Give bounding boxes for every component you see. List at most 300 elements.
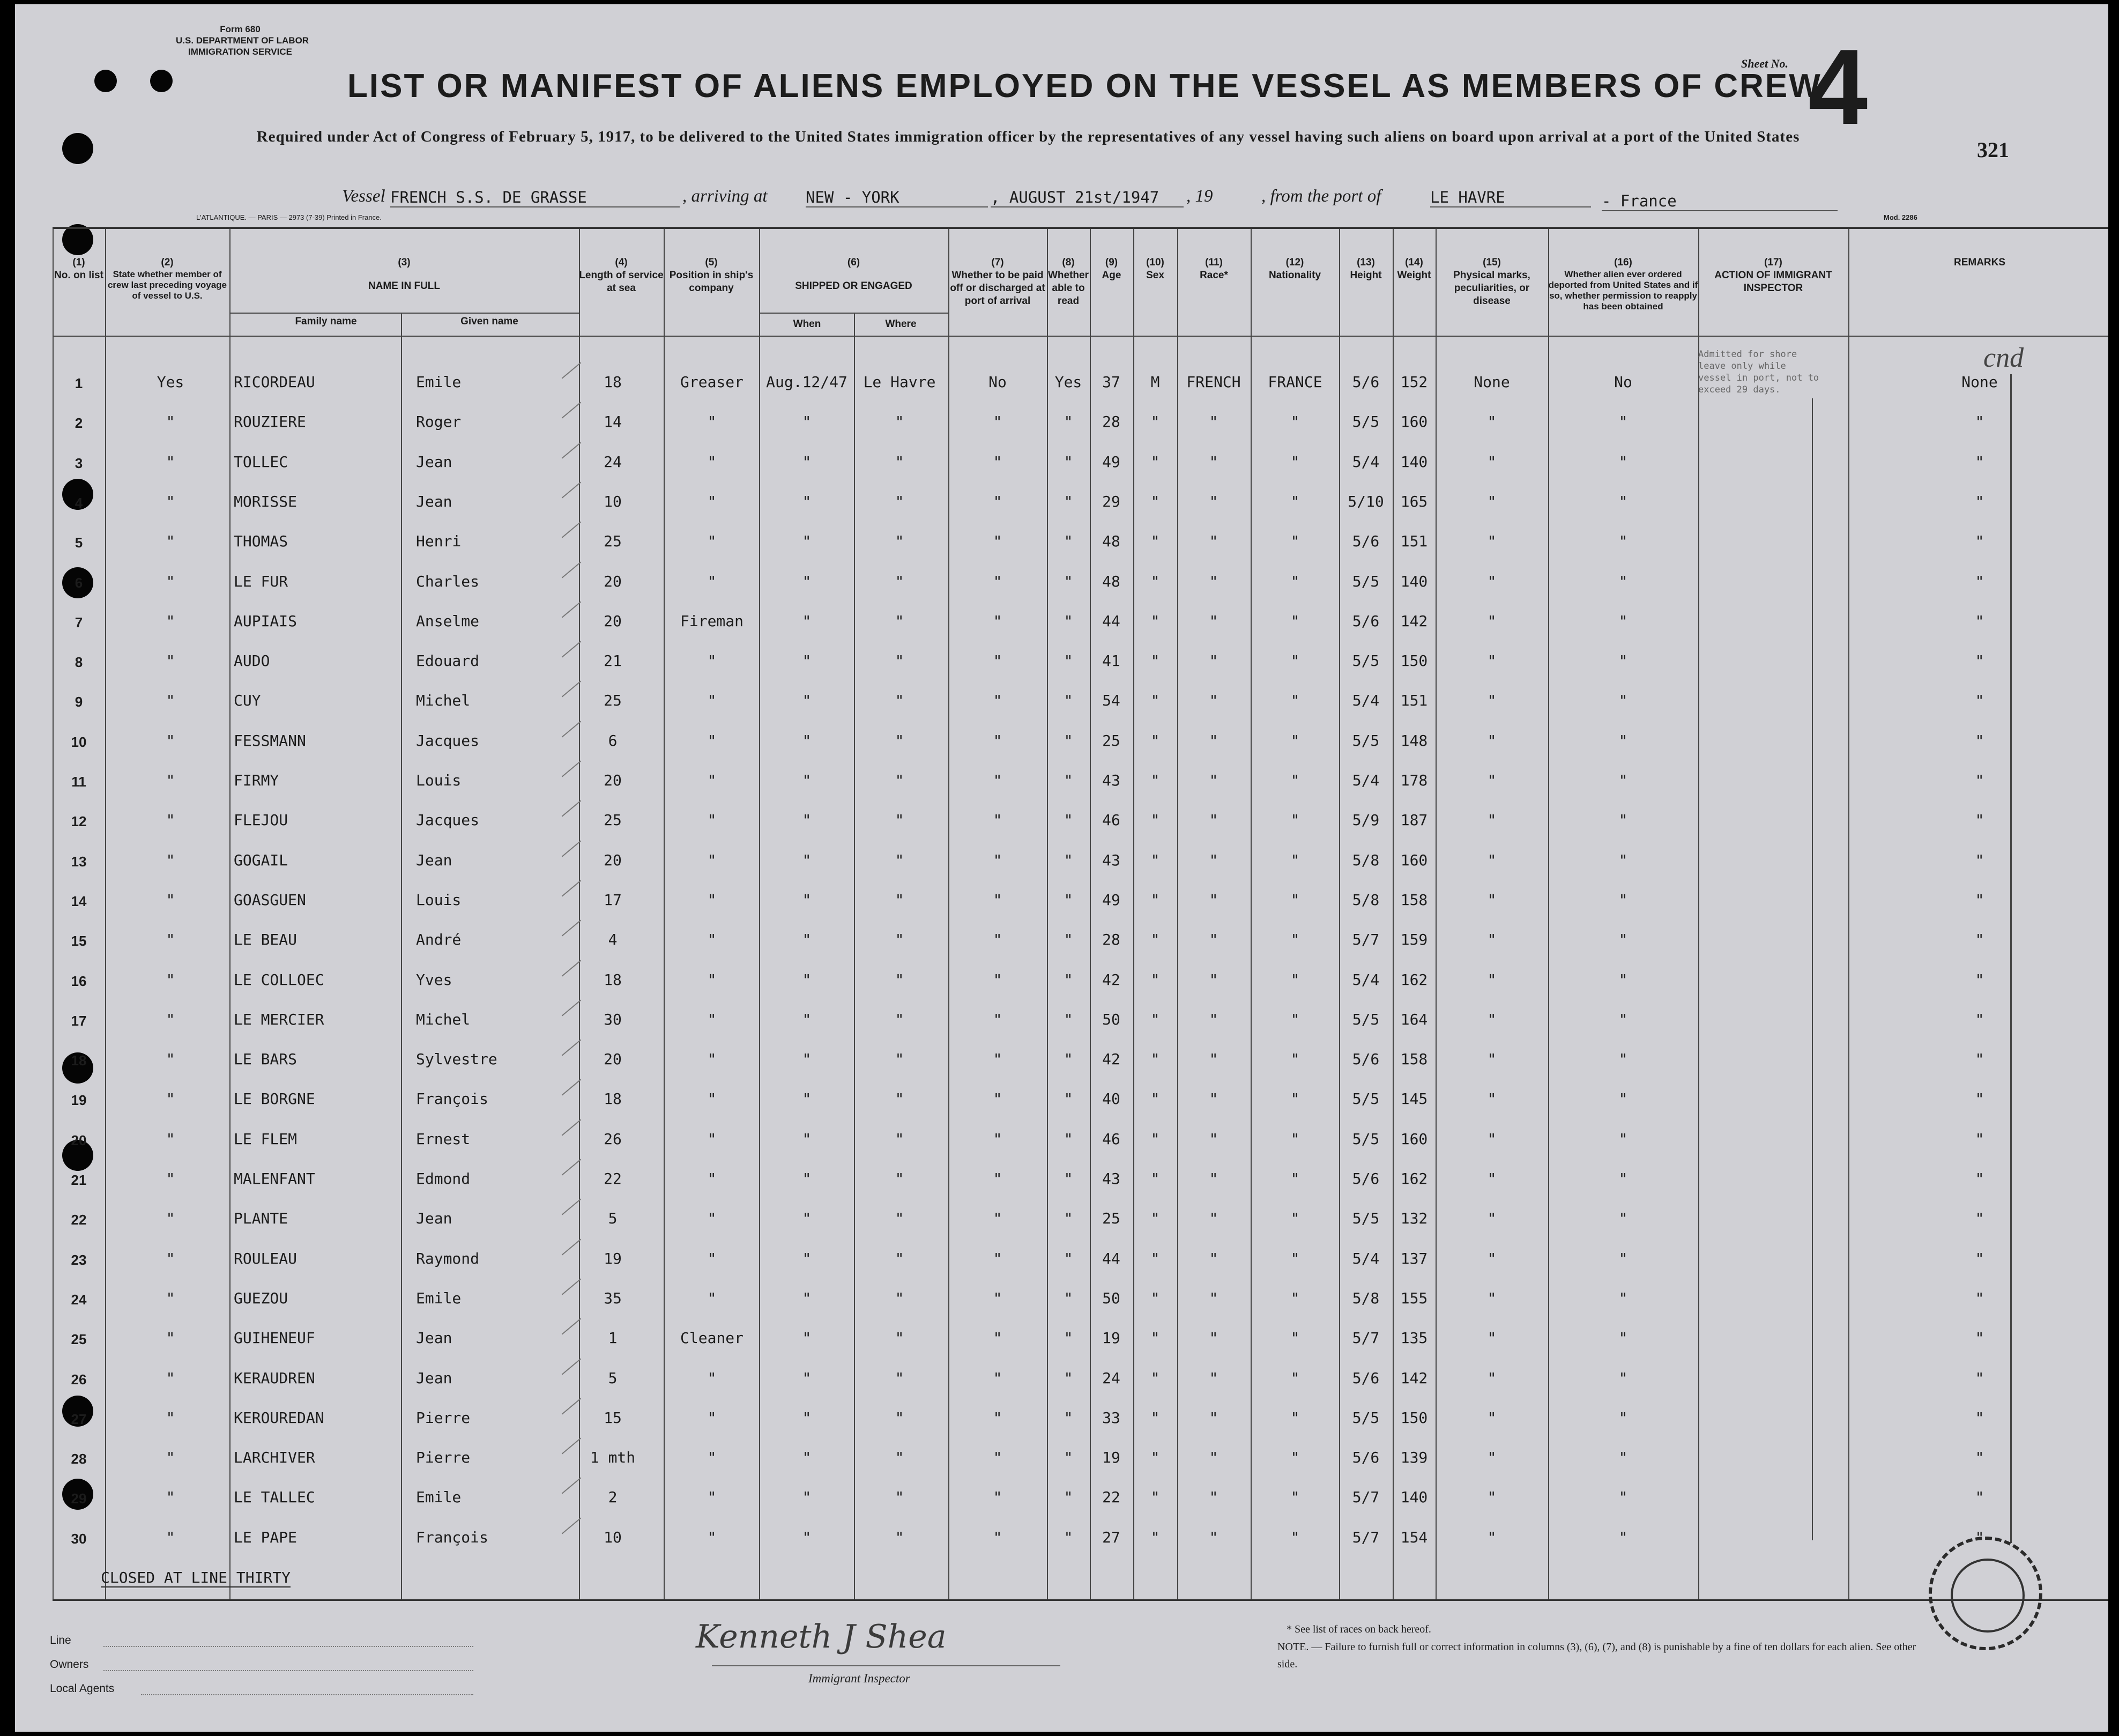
cell-height: 5/4 — [1352, 970, 1380, 989]
sub-column-line — [401, 313, 402, 1599]
cell-age: 50 — [1102, 1289, 1120, 1307]
service: IMMIGRATION SERVICE — [188, 47, 292, 57]
cell-position: " — [707, 1210, 717, 1228]
cell-sex: " — [1150, 731, 1160, 750]
column-line — [1848, 229, 1849, 1599]
cell-where: " — [895, 1010, 904, 1028]
cell-remarks: " — [1975, 970, 1984, 989]
cell-family: LE FLEM — [234, 1130, 298, 1148]
cell-nat: " — [1290, 731, 1300, 750]
cell-family: AUDO — [234, 652, 270, 670]
column-label: Sex — [1146, 270, 1164, 281]
cell-when: " — [802, 1170, 812, 1188]
cell-weight: 158 — [1400, 1050, 1428, 1069]
year-label: , 19 — [1186, 187, 1213, 206]
cell-height: 5/7 — [1352, 1528, 1380, 1546]
cell-given: Pierre — [416, 1408, 471, 1427]
cell-paid: " — [993, 931, 1002, 949]
cell-nat: " — [1290, 1449, 1300, 1467]
cell-read: " — [1064, 891, 1073, 909]
official-stamp — [1929, 1537, 2042, 1650]
cell-height: 5/8 — [1352, 891, 1380, 909]
form-info — [176, 24, 309, 57]
column-label: Age — [1102, 270, 1121, 281]
cell-prev: " — [166, 1289, 175, 1307]
cell-read: " — [1064, 731, 1073, 750]
cell-race: FRENCH — [1186, 373, 1241, 391]
cell-given: Henri — [416, 532, 462, 551]
cell-marks: " — [1487, 1488, 1497, 1507]
cell-weight: 142 — [1400, 612, 1428, 630]
cell-read: " — [1064, 1050, 1073, 1069]
row-number: 16 — [71, 973, 87, 989]
cell-age: 29 — [1102, 492, 1120, 510]
cell-family: TOLLEC — [234, 452, 288, 471]
cell-service: 5 — [608, 1210, 618, 1228]
cell-service: 19 — [604, 1249, 622, 1267]
check-mark — [562, 1040, 582, 1056]
cell-when: " — [802, 891, 812, 909]
cell-weight: 150 — [1400, 1408, 1428, 1427]
cell-where: " — [895, 1528, 904, 1546]
cell-given: François — [416, 1090, 488, 1108]
cell-sex: " — [1150, 1289, 1160, 1307]
column-number: (10) — [1146, 257, 1164, 268]
agents-field — [141, 1694, 473, 1695]
check-mark — [562, 960, 582, 976]
cell-prev: " — [166, 931, 175, 949]
row-number: 25 — [71, 1331, 87, 1348]
column-line — [579, 229, 580, 1599]
cell-deported: " — [1618, 1090, 1628, 1108]
cell-nat: " — [1290, 1249, 1300, 1267]
inspector-signature: Kenneth J Shea — [696, 1618, 947, 1656]
column-header-2 — [105, 256, 229, 301]
cell-where: " — [895, 851, 904, 869]
cell-family: ROUZIERE — [234, 413, 306, 431]
cell-deported: " — [1618, 532, 1628, 551]
row-number: 6 — [75, 574, 83, 591]
cell-nat: " — [1290, 1090, 1300, 1108]
column-label: Race* — [1200, 270, 1228, 281]
row-number: 7 — [75, 614, 83, 630]
cell-age: 40 — [1102, 1090, 1120, 1108]
where-header: Where — [885, 318, 917, 330]
cell-prev: " — [166, 692, 175, 710]
row-number: 5 — [75, 535, 83, 551]
cell-remarks: " — [1975, 1289, 1984, 1307]
cell-prev: " — [166, 413, 175, 431]
check-mark — [562, 999, 582, 1016]
cell-marks: " — [1487, 1329, 1497, 1347]
cell-read: " — [1064, 1528, 1073, 1546]
cell-height: 5/6 — [1352, 1170, 1380, 1188]
cell-given: Michel — [416, 1010, 471, 1028]
row-number: 11 — [71, 774, 86, 790]
check-mark — [562, 1079, 582, 1096]
cell-race: " — [1209, 413, 1218, 431]
cell-prev: " — [166, 1249, 175, 1267]
cell-nat: " — [1290, 1170, 1300, 1188]
cell-when: " — [802, 652, 812, 670]
cell-where: Le Havre — [863, 373, 936, 391]
cell-nat: " — [1290, 771, 1300, 789]
cell-remarks: " — [1975, 1249, 1984, 1267]
cell-marks: " — [1487, 1050, 1497, 1069]
cell-age: 22 — [1102, 1488, 1120, 1507]
cell-position: " — [707, 851, 717, 869]
row-number: 20 — [71, 1132, 87, 1148]
cell-service: 20 — [604, 771, 622, 789]
cell-where: " — [895, 652, 904, 670]
cell-age: 43 — [1102, 771, 1120, 789]
cell-position: Cleaner — [680, 1329, 744, 1347]
cell-position: " — [707, 1289, 717, 1307]
cell-sex: " — [1150, 1210, 1160, 1228]
cell-race: " — [1209, 1170, 1218, 1188]
cell-sex: " — [1150, 1010, 1160, 1028]
cell-sex: " — [1150, 931, 1160, 949]
row-number: 3 — [75, 455, 83, 471]
cell-when: " — [802, 1010, 812, 1028]
cell-family: AUPIAIS — [234, 612, 298, 630]
cell-service: 25 — [604, 811, 622, 829]
cell-read: " — [1064, 931, 1073, 949]
cell-remarks: " — [1975, 771, 1984, 789]
cell-position: Fireman — [680, 612, 744, 630]
arrival-date: , AUGUST 21st/1947 — [991, 188, 1184, 207]
check-mark — [562, 601, 582, 618]
cell-when: " — [802, 931, 812, 949]
column-number: (13) — [1357, 257, 1375, 268]
cell-service: 24 — [604, 452, 622, 471]
cell-position: " — [707, 771, 717, 789]
cell-read: " — [1064, 771, 1073, 789]
cell-nat: FRANCE — [1268, 373, 1322, 391]
cell-family: LE BARS — [234, 1050, 298, 1069]
cell-paid: " — [993, 771, 1002, 789]
cell-age: 37 — [1102, 373, 1120, 391]
column-label: Length of service at sea — [579, 270, 664, 294]
cell-age: 49 — [1102, 891, 1120, 909]
cell-age: 24 — [1102, 1369, 1120, 1387]
cell-paid: " — [993, 1408, 1002, 1427]
cell-sex: " — [1150, 1170, 1160, 1188]
column-label: Weight — [1397, 270, 1431, 281]
cell-family: KERAUDREN — [234, 1369, 315, 1387]
cell-service: 1 — [608, 1329, 618, 1347]
cell-age: 28 — [1102, 931, 1120, 949]
cell-family: FLEJOU — [234, 811, 288, 829]
row-number: 19 — [71, 1092, 87, 1109]
cell-where: " — [895, 1210, 904, 1228]
cell-prev: " — [166, 1010, 175, 1028]
cell-given: François — [416, 1528, 488, 1546]
check-mark — [562, 402, 582, 419]
cell-prev: " — [166, 1170, 175, 1188]
sheet-number: 4 — [1808, 27, 1868, 147]
punch-hole — [94, 70, 117, 92]
cell-sex: " — [1150, 1528, 1160, 1546]
column-header-10 — [1133, 256, 1177, 282]
row-number: 21 — [71, 1172, 87, 1188]
cell-height: 5/5 — [1352, 1210, 1380, 1228]
cell-sex: " — [1150, 891, 1160, 909]
cell-marks: " — [1487, 851, 1497, 869]
column-header-9 — [1090, 256, 1133, 282]
cell-age: 43 — [1102, 851, 1120, 869]
cell-family: MORISSE — [234, 492, 298, 510]
cell-prev: " — [166, 731, 175, 750]
cell-remarks: " — [1975, 492, 1984, 510]
cell-family: LE BEAU — [234, 931, 298, 949]
cell-marks: " — [1487, 652, 1497, 670]
cell-weight: 155 — [1400, 1289, 1428, 1307]
cell-position: " — [707, 1449, 717, 1467]
cell-when: " — [802, 1528, 812, 1546]
cell-deported: " — [1618, 492, 1628, 510]
cell-service: 2 — [608, 1488, 618, 1507]
cell-remarks: " — [1975, 891, 1984, 909]
cell-service: 25 — [604, 692, 622, 710]
cell-when: " — [802, 1210, 812, 1228]
column-number: (12) — [1285, 257, 1304, 268]
row-number: 10 — [71, 733, 87, 750]
cell-given: Roger — [416, 413, 462, 431]
cell-position: " — [707, 970, 717, 989]
cell-sex: " — [1150, 1369, 1160, 1387]
cell-sex: " — [1150, 452, 1160, 471]
column-line — [1251, 229, 1252, 1599]
cell-read: " — [1064, 1249, 1073, 1267]
cell-deported: " — [1618, 1210, 1628, 1228]
cell-marks: " — [1487, 413, 1497, 431]
department: U.S. DEPARTMENT OF LABOR — [176, 35, 309, 46]
cell-service: 21 — [604, 652, 622, 670]
cell-weight: 154 — [1400, 1528, 1428, 1546]
cell-marks: " — [1487, 1090, 1497, 1108]
cell-read: " — [1064, 1130, 1073, 1148]
row-number: 18 — [71, 1052, 87, 1069]
column-label: SHIPPED OR ENGAGED — [795, 280, 912, 292]
cell-marks: " — [1487, 492, 1497, 510]
cell-remarks: " — [1975, 413, 1984, 431]
cell-height: 5/6 — [1352, 612, 1380, 630]
cell-weight: 132 — [1400, 1210, 1428, 1228]
cell-read: " — [1064, 1369, 1073, 1387]
cell-weight: 165 — [1400, 492, 1428, 510]
cell-deported: " — [1618, 1488, 1628, 1507]
column-number: (3) — [398, 257, 411, 268]
cell-remarks: " — [1975, 931, 1984, 949]
cell-position: " — [707, 1249, 717, 1267]
cell-prev: " — [166, 970, 175, 989]
cell-age: 41 — [1102, 652, 1120, 670]
cell-weight: 151 — [1400, 532, 1428, 551]
cell-deported: " — [1618, 1449, 1628, 1467]
row-number: 27 — [71, 1411, 87, 1427]
cell-nat: " — [1290, 1130, 1300, 1148]
cell-position: " — [707, 572, 717, 590]
cell-prev: " — [166, 811, 175, 829]
cell-family: CUY — [234, 692, 261, 710]
cell-prev: Yes — [157, 373, 184, 391]
row-number: 17 — [71, 1012, 87, 1029]
cell-nat: " — [1290, 572, 1300, 590]
note-text: — Failure to furnish full or correct information in columns (3), (6), (7), and (8) is punishable by a fine of ten dollars for each alien. See other side. — [1277, 1641, 1916, 1670]
cell-prev: " — [166, 492, 175, 510]
cell-paid: " — [993, 572, 1002, 590]
cell-race: " — [1209, 771, 1218, 789]
cell-weight: 187 — [1400, 811, 1428, 829]
check-mark — [562, 442, 582, 458]
cell-read: " — [1064, 1010, 1073, 1028]
column-line — [105, 229, 106, 1599]
sheet-label: Sheet No. — [1741, 57, 1788, 70]
cell-race: " — [1209, 1488, 1218, 1507]
cell-family: GUEZOU — [234, 1289, 288, 1307]
cell-height: 5/6 — [1352, 1050, 1380, 1069]
row-number: 30 — [71, 1530, 87, 1547]
check-mark — [562, 880, 582, 896]
cell-given: Jean — [416, 1329, 452, 1347]
cell-weight: 140 — [1400, 572, 1428, 590]
cell-race: " — [1209, 1249, 1218, 1267]
cell-position: " — [707, 452, 717, 471]
cell-sex: " — [1150, 1449, 1160, 1467]
column-number: (16) — [1614, 257, 1632, 268]
from-country: - France — [1602, 192, 1838, 211]
cell-when: " — [802, 1090, 812, 1108]
cell-read: " — [1064, 1090, 1073, 1108]
row-number: 14 — [71, 893, 87, 909]
cell-read: " — [1064, 572, 1073, 590]
cell-height: 5/5 — [1352, 731, 1380, 750]
cell-deported: " — [1618, 970, 1628, 989]
cell-nat: " — [1290, 891, 1300, 909]
cell-read: " — [1064, 492, 1073, 510]
cell-nat: " — [1290, 1488, 1300, 1507]
cell-when: " — [802, 851, 812, 869]
cell-family: MALENFANT — [234, 1170, 315, 1188]
cell-position: " — [707, 1369, 717, 1387]
cell-deported: " — [1618, 612, 1628, 630]
cell-age: 50 — [1102, 1010, 1120, 1028]
cell-race: " — [1209, 572, 1218, 590]
cell-prev: " — [166, 851, 175, 869]
line-field — [103, 1646, 473, 1647]
cell-weight: 158 — [1400, 891, 1428, 909]
cell-deported: " — [1618, 931, 1628, 949]
cell-given: Pierre — [416, 1449, 471, 1467]
cell-paid: " — [993, 492, 1002, 510]
cell-family: KEROUREDAN — [234, 1408, 324, 1427]
cell-race: " — [1209, 851, 1218, 869]
cell-sex: " — [1150, 492, 1160, 510]
cell-nat: " — [1290, 413, 1300, 431]
cell-service: 15 — [604, 1408, 622, 1427]
column-line — [948, 229, 949, 1599]
column-label: No. on list — [54, 270, 103, 281]
column-header-1 — [53, 256, 105, 282]
cell-service: 20 — [604, 612, 622, 630]
column-number: (6) — [847, 257, 860, 268]
cell-height: 5/10 — [1348, 492, 1384, 510]
family-name-header: Family name — [295, 316, 357, 327]
cell-service: 10 — [604, 1528, 622, 1546]
cell-position: " — [707, 1488, 717, 1507]
cell-deported: " — [1618, 1249, 1628, 1267]
cell-prev: " — [166, 1528, 175, 1546]
cell-height: 5/4 — [1352, 1249, 1380, 1267]
cell-remarks: " — [1975, 1170, 1984, 1188]
cell-sex: " — [1150, 692, 1160, 710]
cell-read: Yes — [1054, 373, 1082, 391]
cell-read: " — [1064, 1210, 1073, 1228]
mod-number: Mod. 2286 — [1884, 213, 1917, 221]
check-mark — [562, 641, 582, 658]
cell-where: " — [895, 1488, 904, 1507]
cell-given: Jean — [416, 492, 452, 510]
check-mark — [562, 840, 582, 857]
cell-nat: " — [1290, 532, 1300, 551]
cell-weight: 162 — [1400, 1170, 1428, 1188]
check-mark — [562, 561, 582, 578]
cell-given: Jean — [416, 1369, 452, 1387]
cell-sex: " — [1150, 1408, 1160, 1427]
cell-sex: " — [1150, 1488, 1160, 1507]
cell-height: 5/6 — [1352, 1369, 1380, 1387]
vessel-name: FRENCH S.S. DE GRASSE — [390, 188, 680, 207]
cell-where: " — [895, 771, 904, 789]
cell-position: " — [707, 1090, 717, 1108]
cell-given: Edmond — [416, 1170, 471, 1188]
cell-position: " — [707, 731, 717, 750]
cell-paid: " — [993, 1528, 1002, 1546]
cell-remarks: " — [1975, 1050, 1984, 1069]
cell-remarks: " — [1975, 612, 1984, 630]
cell-height: 5/5 — [1352, 413, 1380, 431]
cell-weight: 148 — [1400, 731, 1428, 750]
cell-paid: " — [993, 532, 1002, 551]
cell-height: 5/6 — [1352, 1449, 1380, 1467]
column-header-6 — [759, 256, 948, 293]
cell-deported: " — [1618, 452, 1628, 471]
check-mark — [562, 481, 582, 498]
cell-age: 25 — [1102, 731, 1120, 750]
cell-weight: 140 — [1400, 1488, 1428, 1507]
cell-race: " — [1209, 1010, 1218, 1028]
cell-age: 48 — [1102, 572, 1120, 590]
cell-family: LE BORGNE — [234, 1090, 315, 1108]
cell-read: " — [1064, 452, 1073, 471]
cell-paid: " — [993, 692, 1002, 710]
cell-race: " — [1209, 1369, 1218, 1387]
race-note: * See list of races on back hereof. — [1287, 1623, 1431, 1635]
column-header-14 — [1393, 256, 1436, 282]
cell-paid: " — [993, 1010, 1002, 1028]
column-line — [759, 229, 760, 1599]
cell-service: 22 — [604, 1170, 622, 1188]
cell-race: " — [1209, 612, 1218, 630]
note-label: NOTE. — [1277, 1641, 1309, 1653]
check-mark — [562, 721, 582, 737]
column-number: (2) — [161, 257, 174, 268]
cell-remarks: None — [1961, 373, 1998, 391]
cell-height: 5/5 — [1352, 1090, 1380, 1108]
cell-where: " — [895, 532, 904, 551]
cell-position: " — [707, 891, 717, 909]
